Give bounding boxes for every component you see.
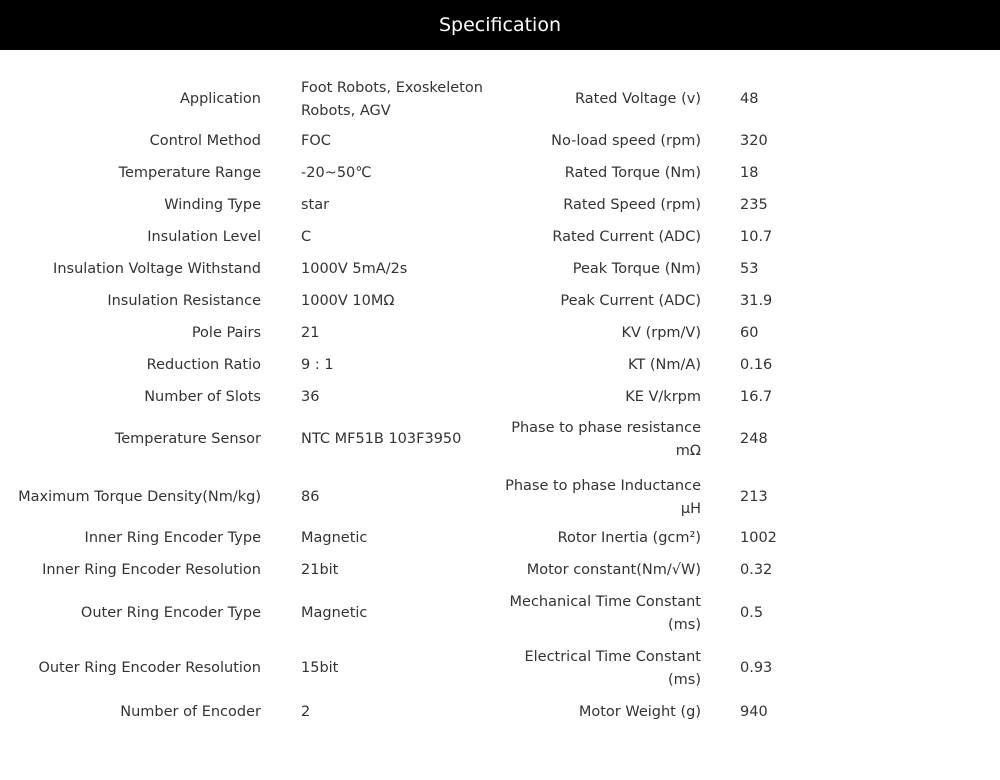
spec-label: Peak Torque (Nm) (572, 261, 701, 278)
spec-value: 21bit (301, 562, 339, 579)
spec-row (0, 556, 1000, 586)
spec-label: Electrical Time Constant (ms) (524, 648, 701, 688)
spec-label: Application (179, 91, 261, 108)
spec-value: 53 (740, 261, 759, 278)
spec-value: FOC (301, 133, 331, 150)
spec-row (0, 74, 1000, 126)
spec-label: Control Method (149, 133, 261, 150)
spec-row (0, 222, 1000, 254)
spec-label: Rotor Inertia (gcm²) (557, 530, 701, 547)
spec-value: NTC MF51B 103F3950 (301, 431, 462, 448)
spec-row (0, 698, 1000, 728)
spec-row (0, 588, 1000, 640)
spec-value: 21 (301, 325, 320, 342)
spec-value: 36 (301, 389, 320, 406)
spec-value: 48 (740, 91, 759, 108)
spec-value: 0.16 (740, 357, 773, 374)
spec-value: 1002 (740, 530, 777, 547)
spec-label: Motor constant(Nm/√W) (526, 562, 701, 579)
spec-label: Inner Ring Encoder Type (84, 530, 261, 547)
spec-label: No-load speed (rpm) (551, 133, 701, 150)
spec-label: Winding Type (164, 197, 261, 214)
spec-row (0, 190, 1000, 222)
spec-label: Phase to phase Inductance μH (505, 477, 701, 517)
spec-label: Outer Ring Encoder Resolution (38, 660, 261, 677)
spec-value: 0.93 (740, 660, 773, 677)
spec-value: 60 (740, 325, 759, 342)
spec-value: 235 (740, 197, 768, 214)
spec-label: Rated Voltage (v) (575, 91, 701, 108)
spec-value: 320 (740, 133, 768, 150)
spec-row (0, 254, 1000, 286)
spec-label: Temperature Range (118, 165, 261, 182)
spec-row (0, 286, 1000, 318)
spec-value: star (301, 197, 330, 214)
spec-label: Phase to phase resistance mΩ (511, 419, 701, 459)
spec-label: Maximum Torque Density(Nm/kg) (18, 489, 261, 506)
spec-row (0, 524, 1000, 554)
spec-value: 248 (740, 431, 768, 448)
spec-value: Foot Robots, Exoskeleton Robots, AGV (301, 79, 483, 119)
spec-row (0, 158, 1000, 190)
spec-value: 15bit (301, 660, 339, 677)
spec-label: Motor Weight (g) (578, 704, 701, 721)
spec-value: 2 (301, 704, 311, 721)
spec-value: 9 : 1 (301, 357, 334, 374)
spec-value: -20~50℃ (301, 165, 372, 182)
spec-label: Rated Current (ADC) (552, 229, 701, 246)
spec-value: 16.7 (740, 389, 773, 406)
spec-row (0, 382, 1000, 414)
page-header (0, 0, 1000, 50)
spec-value: 18 (740, 165, 759, 182)
spec-value: 0.32 (740, 562, 773, 579)
spec-value: C (301, 229, 312, 246)
spec-label: Number of Slots (144, 389, 261, 406)
spec-value: 1000V 10MΩ (301, 293, 395, 310)
spec-label: Mechanical Time Constant (ms) (509, 593, 701, 633)
spec-label: Inner Ring Encoder Resolution (42, 562, 261, 579)
spec-label: Peak Current (ADC) (560, 293, 701, 310)
spec-label: Insulation Voltage Withstand (53, 261, 261, 278)
spec-label: Pole Pairs (191, 325, 261, 342)
spec-value: 10.7 (740, 229, 773, 246)
spec-label: Rated Torque (Nm) (564, 165, 701, 182)
spec-label: Temperature Sensor (114, 431, 261, 448)
spec-value: 213 (740, 489, 768, 506)
spec-row (0, 350, 1000, 382)
page-title: Specification (439, 14, 561, 36)
spec-label: Rated Speed (rpm) (563, 197, 701, 214)
spec-row (0, 126, 1000, 158)
spec-value: 31.9 (740, 293, 773, 310)
spec-row (0, 472, 1000, 524)
spec-row (0, 318, 1000, 350)
spec-label: Number of Encoder (120, 704, 261, 721)
spec-value: Magnetic (301, 530, 368, 547)
spec-value: 940 (740, 704, 768, 721)
spec-value: Magnetic (301, 605, 368, 622)
spec-row (0, 643, 1000, 695)
spec-label: Reduction Ratio (146, 357, 261, 374)
spec-value: 0.5 (740, 605, 764, 622)
spec-label: KE V/krpm (625, 389, 701, 406)
spec-row (0, 414, 1000, 466)
spec-label: KV (rpm/V) (621, 325, 701, 342)
spec-label: KT (Nm/A) (628, 357, 701, 374)
spec-label: Insulation Resistance (107, 293, 261, 310)
spec-label: Outer Ring Encoder Type (80, 605, 261, 622)
spec-value: 86 (301, 489, 320, 506)
spec-value: 1000V 5mA/2s (301, 261, 408, 278)
spec-label: Insulation Level (147, 229, 261, 246)
